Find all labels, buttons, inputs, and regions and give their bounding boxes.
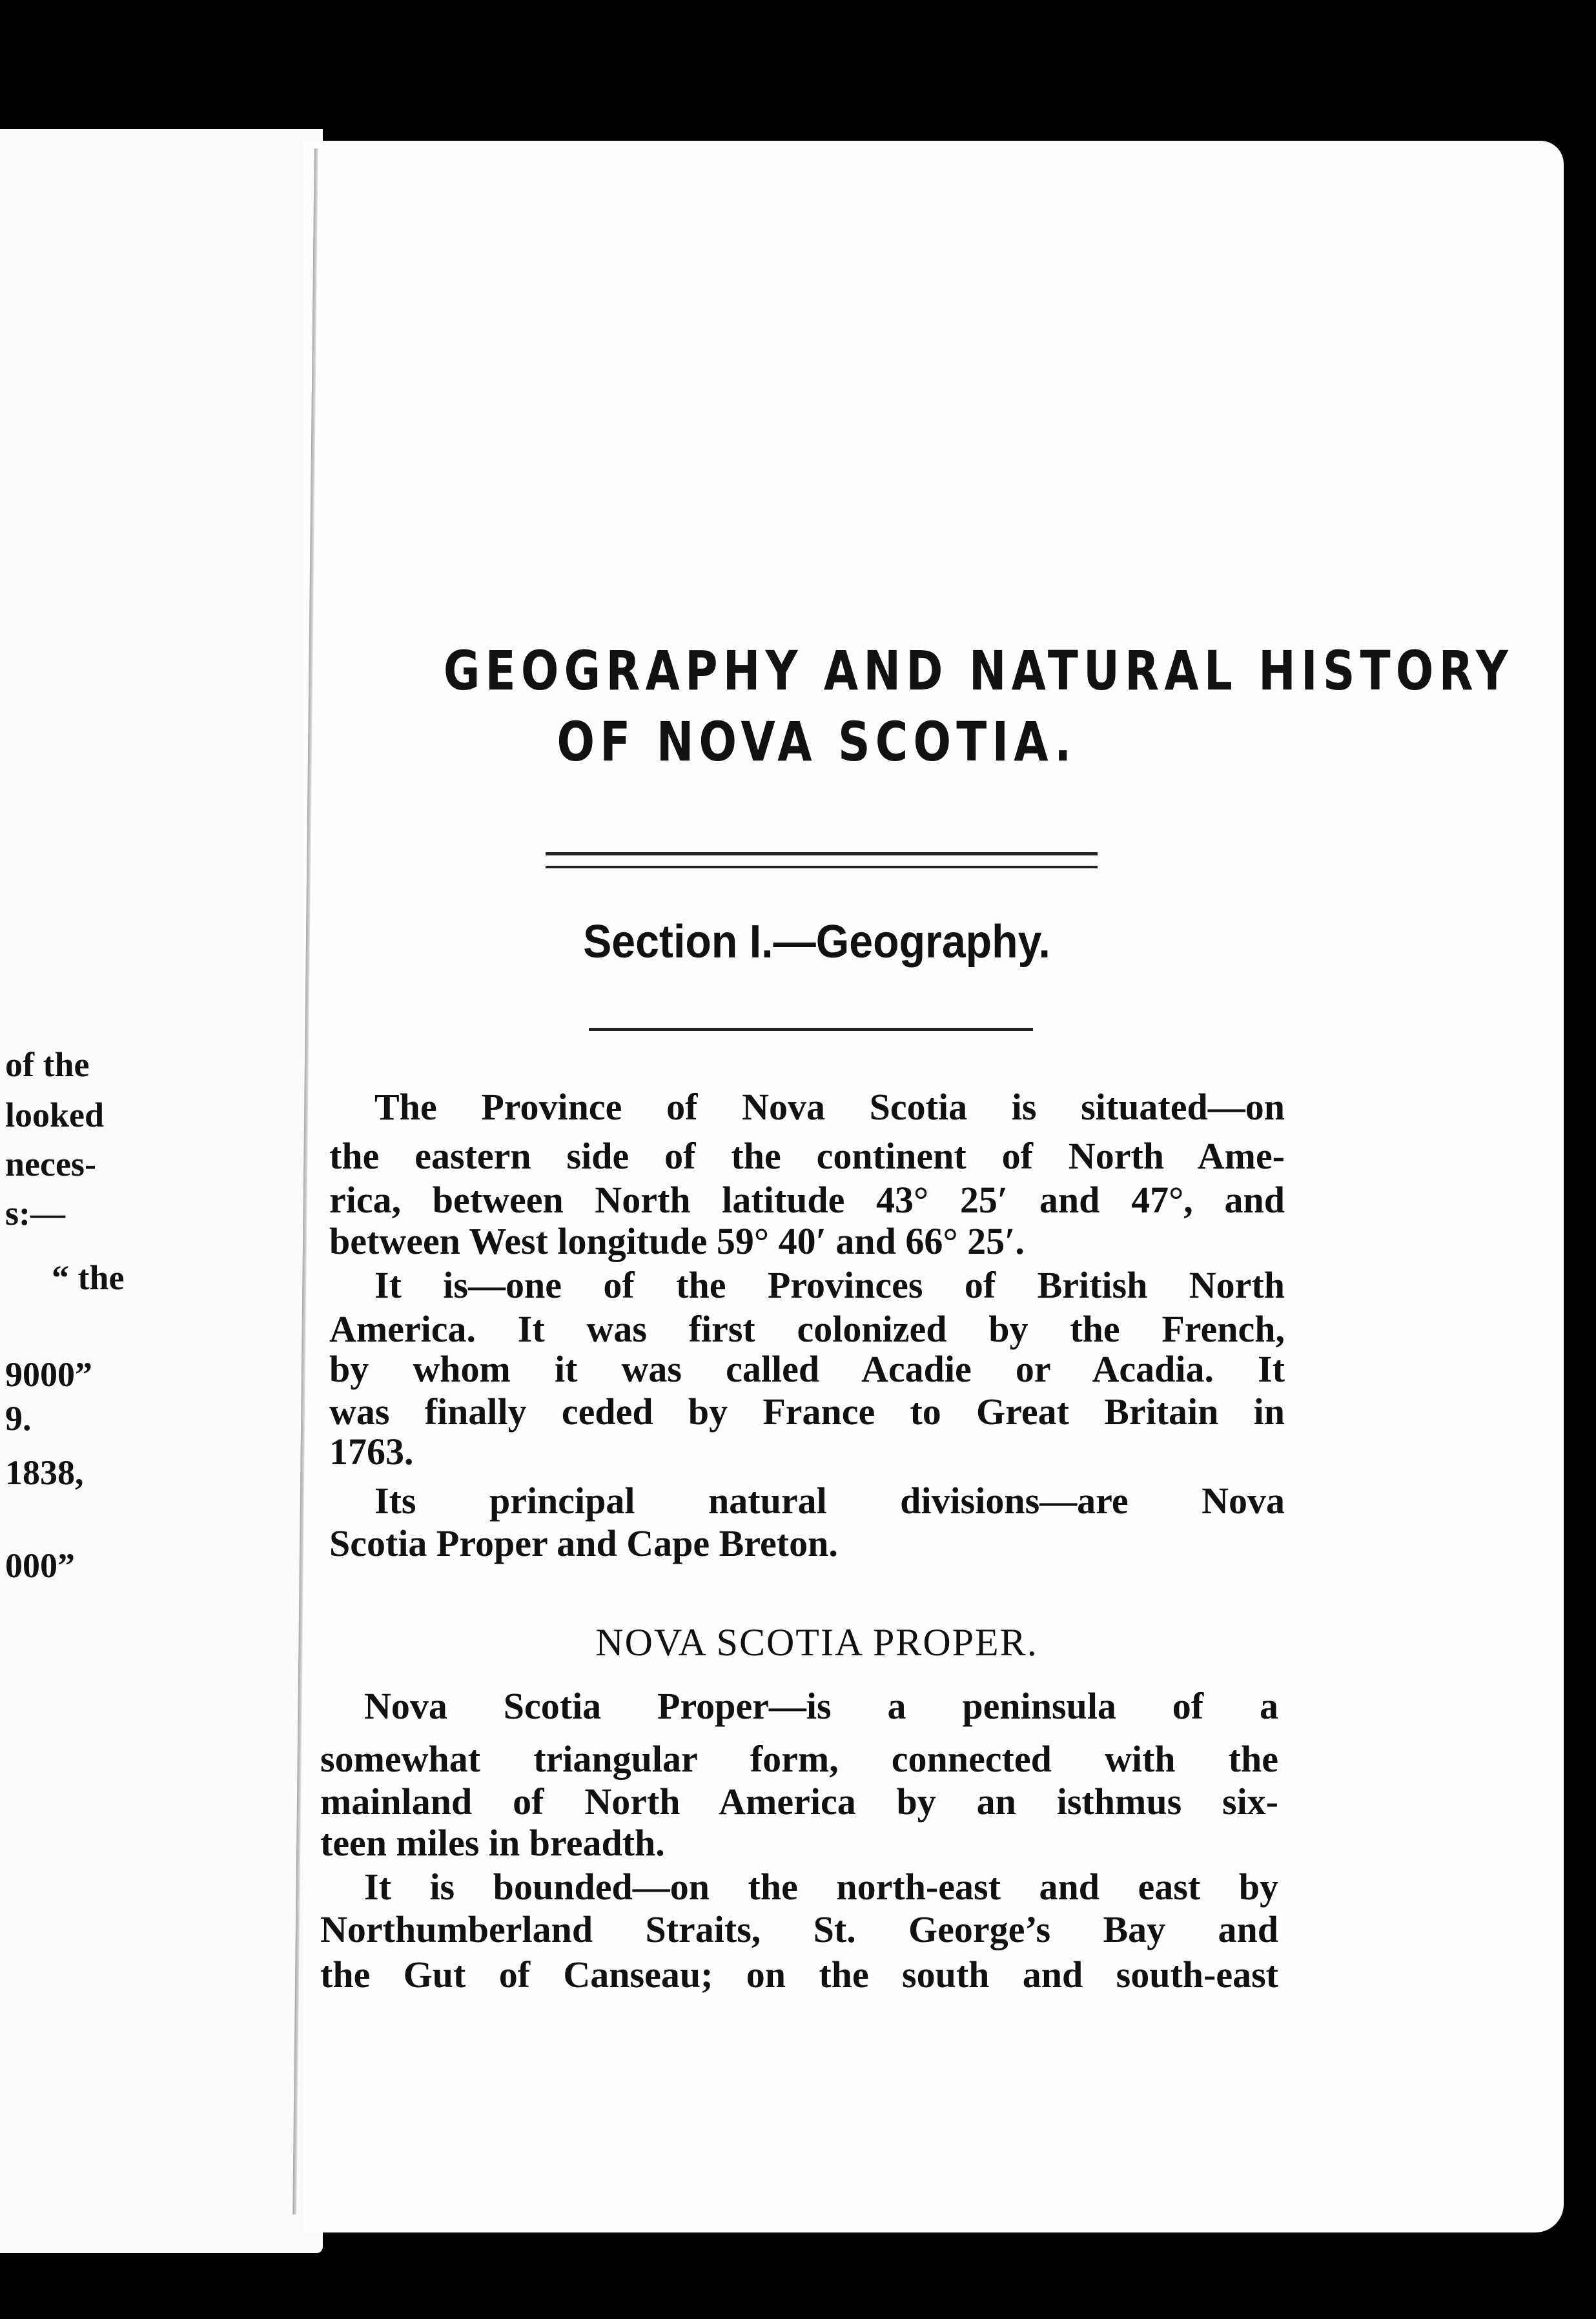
text-line: It is—one of the Provinces of British North [374, 1264, 1285, 1306]
text-line: teen miles in breadth. [320, 1822, 665, 1864]
left-page-line: 9000” [5, 1355, 92, 1394]
left-page-line: 9. [5, 1399, 32, 1438]
left-facing-page [0, 129, 323, 2253]
section-heading: Section I.—Geography. [583, 916, 1050, 968]
book-title-line-1: GEOGRAPHY AND NATURAL HISTORY [443, 639, 1514, 702]
text-line: by whom it was called Acadie or Acadia. It [329, 1348, 1285, 1390]
text-line: rica, between North latitude 43° 25′ and 47°, and [329, 1179, 1285, 1221]
text-line: The Province of Nova Scotia is situated—on [374, 1086, 1285, 1128]
book-title-line-2: OF NOVA SCOTIA. [557, 710, 1077, 773]
left-page-line: looked [5, 1096, 105, 1134]
text-line: America. It was first colonized by the French, [329, 1308, 1285, 1350]
text-line: It is bounded—on the north-east and east by [364, 1866, 1278, 1908]
text-line: somewhat triangular form, connected with the [320, 1738, 1278, 1780]
text-line: Nova Scotia Proper—is a peninsula of a [364, 1685, 1278, 1727]
text-line: the eastern side of the continent of North Ame- [329, 1135, 1285, 1177]
text-line: between West longitude 59° 40′ and 66° 25′. [329, 1220, 1025, 1262]
text-line: Its principal natural divisions—are Nova [374, 1480, 1285, 1522]
left-page-line: 1838, [5, 1453, 84, 1492]
text-line: 1763. [329, 1431, 414, 1473]
text-line: Scotia Proper and Cape Breton. [329, 1522, 838, 1564]
left-page-line: neces- [5, 1145, 96, 1183]
text-line: Northumberland Straits, St. George’s Bay and [320, 1908, 1278, 1950]
text-line: the Gut of Canseau; on the south and south-east [320, 1954, 1278, 1996]
subheading: NOVA SCOTIA PROPER. [595, 1621, 1038, 1664]
left-page-line: of the [5, 1045, 90, 1084]
text-line: was finally ceded by France to Great Britain in [329, 1391, 1285, 1433]
double-rule [546, 852, 1098, 868]
left-page-line: s:— [5, 1194, 65, 1232]
text-line: mainland of North America by an isthmus six- [320, 1781, 1278, 1823]
left-page-line: 000” [5, 1546, 75, 1585]
single-rule [589, 1028, 1033, 1031]
left-page-line: “ the [52, 1258, 125, 1297]
